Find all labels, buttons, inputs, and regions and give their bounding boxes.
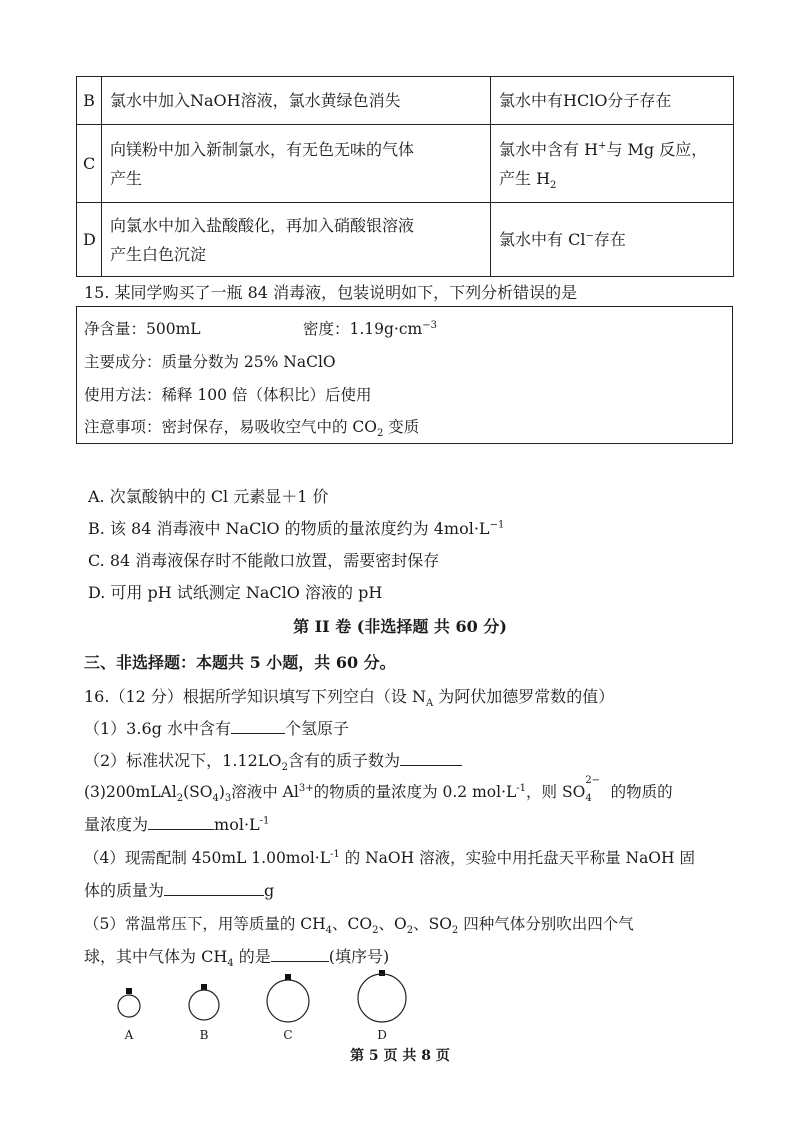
q15-option-b: B. 该 84 消毒液中 NaClO 的物质的量浓度约为 $4mol\cdot L^{-1}$ bbox=[88, 519, 505, 538]
info-density: 密度：$1.19g\cdot cm^{-3}$ bbox=[303, 319, 437, 338]
conclusion-cell: 氯水中有 Cl−存在 bbox=[491, 203, 734, 277]
q16-part4-line2: 体的质量为 g bbox=[84, 881, 275, 900]
conclusion-cell bbox=[491, 125, 734, 203]
experiment-line: 产生 bbox=[110, 168, 143, 188]
balloon-label-c: C bbox=[283, 1028, 293, 1042]
q16-part5-line2: 球，其中气体为 $CH_4$ 的是 (填序号) bbox=[84, 947, 390, 970]
info-net: 净含量：500mL bbox=[84, 320, 201, 338]
section3-title: 三、非选择题：本题共 5 小题，共 60 分。 bbox=[84, 653, 396, 672]
q15-option-a: A. 次氯酸钠中的 Cl 元素显＋1 价 bbox=[88, 487, 329, 506]
answer-blank[interactable] bbox=[400, 751, 462, 766]
info-ingredient: 主要成分：质量分数为 25% NaClO bbox=[84, 353, 336, 371]
q16-part3: $(3)200mLAl_2(SO_4)_3$溶液中 $Al^{3+}$的物质的量浓度为 0.2 $mol\cdot L^{-1}$，则 $SO_4$ 2− 的物质的 bbox=[84, 775, 673, 805]
answer-blank[interactable] bbox=[231, 719, 285, 734]
balloon-c bbox=[267, 974, 309, 1022]
q15-option-d: D. 可用 pH 试纸测定 NaClO 溶液的 pH bbox=[88, 583, 383, 602]
table-row bbox=[77, 203, 734, 277]
balloon-a bbox=[118, 988, 140, 1017]
part2-title: 第 II 卷 (非选择题 共 60 分) bbox=[293, 617, 507, 636]
info-notice: 注意事项：密封保存，易吸收空气中的 $CO_2$ 变质 bbox=[84, 418, 420, 440]
q16-part5: （5）常温常压下，用等质量的 $CH_4$、$CO_2$、$O_2$、$SO_2$ 四种气体分别吹出四个气 bbox=[84, 915, 634, 937]
balloon-d bbox=[358, 970, 406, 1022]
experiment-cell bbox=[102, 203, 491, 277]
q16-part2: （2）标准状况下，$1.12LO_2$含有的质子数为 bbox=[84, 748, 462, 771]
q16-part3-line2: 量浓度为 $mol\cdot L^{-1}$ bbox=[84, 815, 270, 834]
experiment-cell: 氯水中加入NaOH溶液，氯水黄绿色消失 bbox=[102, 77, 491, 125]
experiment-table bbox=[76, 76, 734, 277]
page-footer: 第 5 页 共 8 页 bbox=[350, 1048, 450, 1064]
experiment-line: 向氯水中加入盐酸酸化，再加入硝酸银溶液 bbox=[110, 215, 415, 235]
conclusion-line: 氯水中含有 H+与 Mg 反应， bbox=[499, 139, 708, 159]
balloon-label-b: B bbox=[199, 1028, 209, 1042]
option-label: D bbox=[77, 203, 102, 277]
balloon-b bbox=[189, 984, 219, 1020]
answer-blank[interactable] bbox=[271, 947, 329, 962]
q16-stem: 16.（12 分）根据所学知识填写下列空白（设 $N_A$ 为阿伏加德罗常数的值） bbox=[84, 687, 615, 710]
answer-blank[interactable] bbox=[164, 881, 264, 896]
conclusion-cell: 氯水中有HClO分子存在 bbox=[491, 77, 734, 125]
q16-part1: （1）3.6g 水中含有 个氢原子 bbox=[84, 719, 349, 738]
experiment-cell bbox=[102, 125, 491, 203]
balloon-label-d: D bbox=[377, 1028, 387, 1042]
q15-stem: 15. 某同学购买了一瓶 84 消毒液，包装说明如下，下列分析错误的是 bbox=[84, 283, 578, 302]
option-label: C bbox=[77, 125, 102, 203]
conclusion-line: 产生 $H_2$ bbox=[499, 168, 557, 191]
q15-option-c: C. 84 消毒液保存时不能敞口放置，需要密封保存 bbox=[88, 551, 440, 570]
product-info-box bbox=[76, 306, 733, 444]
option-label: B bbox=[77, 77, 102, 125]
balloon-label-a: A bbox=[124, 1028, 134, 1042]
table-row bbox=[77, 77, 734, 125]
info-usage: 使用方法：稀释 100 倍（体积比）后使用 bbox=[84, 386, 372, 404]
q16-part4: （4）现需配制 450mL $1.00mol\cdot L^{-1}$ 的 NaOH 溶液，实验中用托盘天平称量 NaOH 固 bbox=[84, 848, 695, 867]
table-row bbox=[77, 125, 734, 203]
answer-blank[interactable] bbox=[148, 815, 214, 830]
experiment-line: 产生白色沉淀 bbox=[110, 244, 207, 264]
experiment-line: 向镁粉中加入新制氯水，有无色无味的气体 bbox=[110, 139, 415, 159]
